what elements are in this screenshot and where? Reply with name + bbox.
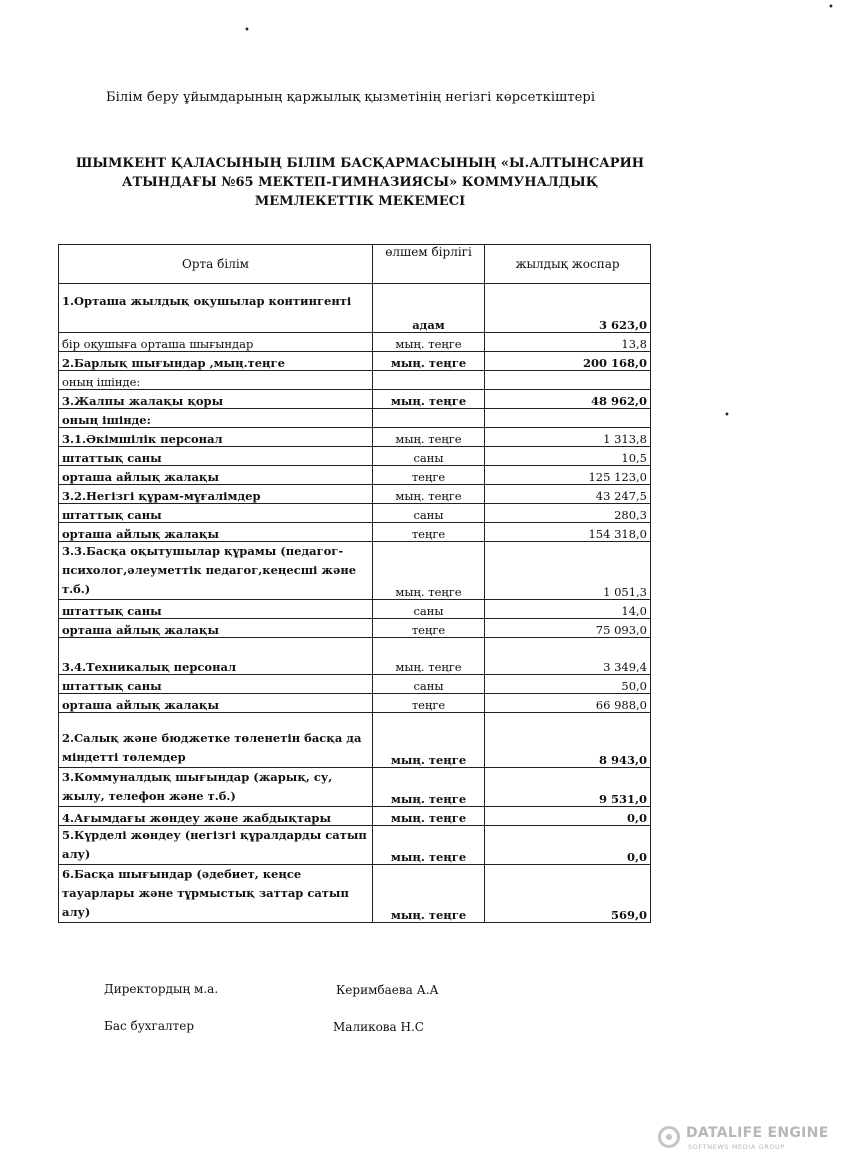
table-row [59, 807, 651, 826]
table-row [59, 826, 651, 865]
row-value: 50,0 [485, 675, 651, 694]
table-row [59, 409, 651, 428]
row-unit: саны [373, 600, 485, 619]
table-row [59, 713, 651, 768]
document-subtitle: Білім беру ұйымдарының қаржылық қызметінің негізгі көрсеткіштері [106, 90, 596, 105]
row-unit: мың. теңге [373, 333, 485, 352]
table-row [59, 333, 651, 352]
row-value: 8 943,0 [485, 713, 651, 768]
title-line: МЕМЛЕКЕТТІК МЕКЕМЕСІ [254, 194, 466, 209]
row-unit: мың. теңге [373, 428, 485, 447]
table-row [59, 694, 651, 713]
row-value: 43 247,5 [485, 485, 651, 504]
row-value: 3 349,4 [485, 638, 651, 675]
column-header-plan: жылдық жоспар [485, 245, 651, 284]
title-line: АТЫНДАҒЫ №65 МЕКТЕП-ГИМНАЗИЯСЫ» КОММУНАЛДЫҚ [121, 175, 599, 190]
table-row [59, 638, 651, 675]
row-label: орташа айлық жалақы [59, 619, 373, 638]
table-row [59, 619, 651, 638]
row-label: 3.2.Негізгі құрам-мұғалімдер [59, 485, 373, 504]
row-unit: мың. теңге [373, 390, 485, 409]
row-label: оның ішінде: [59, 409, 373, 428]
row-unit: адам [373, 284, 485, 333]
row-unit: теңге [373, 619, 485, 638]
table-row [59, 504, 651, 523]
table-row [59, 523, 651, 542]
row-label: 2.Барлық шығындар ,мың.теңге [59, 352, 373, 371]
row-value: 0,0 [485, 807, 651, 826]
row-label: 4.Ағымдағы жөндеу және жабдықтары [59, 807, 373, 826]
row-unit [373, 371, 485, 390]
row-value: 569,0 [485, 865, 651, 923]
table-row [59, 675, 651, 694]
row-label: штаттық саны [59, 675, 373, 694]
row-label: 5.Күрделі жөндеу (негізгі құралдарды сатып алу) [59, 826, 373, 865]
director-title: Директордың м.а. [104, 982, 219, 996]
row-unit: мың. теңге [373, 638, 485, 675]
row-label: 1.Орташа жылдық оқушылар контингенті [59, 284, 373, 333]
row-label: 3.Жалпы жалақы қоры [59, 390, 373, 409]
table-row [59, 284, 651, 333]
row-label: орташа айлық жалақы [59, 694, 373, 713]
row-label: штаттық саны [59, 447, 373, 466]
row-label: орташа айлық жалақы [59, 466, 373, 485]
scan-speck: • [724, 410, 730, 421]
row-unit: мың. теңге [373, 352, 485, 371]
table-row [59, 390, 651, 409]
accountant-title: Бас бухгалтер [104, 1019, 195, 1033]
row-value: 3 623,0 [485, 284, 651, 333]
datalife-logo-icon [658, 1126, 680, 1148]
table-row [59, 865, 651, 923]
row-value: 14,0 [485, 600, 651, 619]
table-row [59, 352, 651, 371]
row-label: штаттық саны [59, 600, 373, 619]
column-header-indicator: Орта білім [59, 245, 373, 284]
row-label: штаттық саны [59, 504, 373, 523]
row-value: 66 988,0 [485, 694, 651, 713]
row-label: орташа айлық жалақы [59, 523, 373, 542]
row-unit: теңге [373, 523, 485, 542]
scan-speck: • [244, 25, 250, 36]
row-unit: мың. теңге [373, 865, 485, 923]
row-value: 154 318,0 [485, 523, 651, 542]
row-unit: теңге [373, 466, 485, 485]
table-row [59, 466, 651, 485]
row-unit: саны [373, 447, 485, 466]
row-label: 6.Басқа шығындар (әдебиет, кеңсе тауарлары және тұрмыстық заттар сатып алу) [59, 865, 373, 923]
row-value: 75 093,0 [485, 619, 651, 638]
table-header-row [59, 245, 651, 284]
column-header-unit: өлшем бірлігі [373, 245, 485, 284]
accountant-name: Маликова Н.С [333, 1020, 424, 1034]
row-unit: мың. теңге [373, 826, 485, 865]
row-unit: теңге [373, 694, 485, 713]
row-value: 280,3 [485, 504, 651, 523]
row-value: 10,5 [485, 447, 651, 466]
watermark-name: DATALIFE ENGINE [686, 1125, 829, 1141]
row-label: 3.3.Басқа оқытушылар құрамы (педагог-психолог,әлеуметтік педагог,кеңесші және т.б.) [59, 542, 373, 600]
table-row [59, 542, 651, 600]
watermark-subtitle: SOFTNEWS MEDIA GROUP [688, 1143, 785, 1151]
row-label: оның ішінде: [59, 371, 373, 390]
row-unit: мың. теңге [373, 542, 485, 600]
row-value: 48 962,0 [485, 390, 651, 409]
row-unit: мың. теңге [373, 485, 485, 504]
financial-indicators-table [58, 244, 651, 923]
row-label: 3.1.Әкімшілік персонал [59, 428, 373, 447]
table-row [59, 371, 651, 390]
row-value: 125 123,0 [485, 466, 651, 485]
document-title [60, 154, 660, 211]
row-value [485, 371, 651, 390]
scan-speck: • [828, 2, 834, 13]
row-unit: мың. теңге [373, 807, 485, 826]
row-label: 2.Салық және бюджетке төленетін басқа да міндетті төлемдер [59, 713, 373, 768]
row-label: 3.4.Техникалық персонал [59, 638, 373, 675]
title-line: ШЫМКЕНТ ҚАЛАСЫНЫҢ БІЛІМ БАСҚАРМАСЫНЫҢ «Ы.АЛТЫНСАРИН [75, 156, 645, 171]
row-unit: саны [373, 504, 485, 523]
row-value: 1 051,3 [485, 542, 651, 600]
row-value: 13,8 [485, 333, 651, 352]
row-value [485, 409, 651, 428]
row-unit: мың. теңге [373, 713, 485, 768]
row-unit: мың. теңге [373, 768, 485, 807]
director-name: Керимбаева А.А [336, 983, 439, 997]
row-label: 3.Коммуналдық шығындар (жарық, су, жылу, телефон және т.б.) [59, 768, 373, 807]
row-label: бір оқушыға орташа шығындар [59, 333, 373, 352]
row-value: 1 313,8 [485, 428, 651, 447]
watermark [658, 1124, 833, 1154]
table-row [59, 485, 651, 504]
table-row [59, 447, 651, 466]
table-row [59, 600, 651, 619]
table-row [59, 768, 651, 807]
row-value: 9 531,0 [485, 768, 651, 807]
row-value: 200 168,0 [485, 352, 651, 371]
table-row [59, 428, 651, 447]
row-value: 0,0 [485, 826, 651, 865]
row-unit: саны [373, 675, 485, 694]
row-unit [373, 409, 485, 428]
